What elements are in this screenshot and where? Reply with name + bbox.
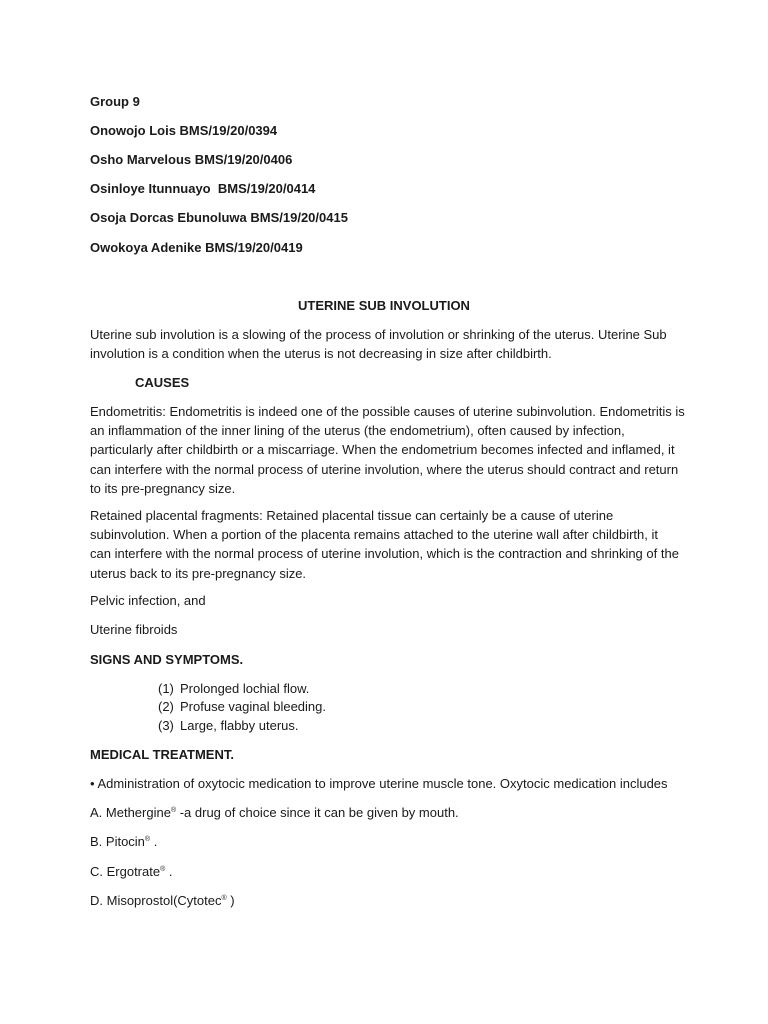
registered-mark: ® <box>221 895 227 902</box>
sign-item <box>158 679 309 698</box>
drug-note: -a drug of choice since it can be given by mouth. <box>176 805 459 820</box>
treatment-bullet: • Administration of oxytocic medication to improve uterine muscle tone. Oxytocic medication includes <box>90 776 668 791</box>
intro-line: Uterine sub involution is a slowing of the process of involution or shrinking of the uterus. Uterine Sub <box>90 327 667 342</box>
sign-text: Prolonged lochial flow. <box>180 681 310 696</box>
drug-name: B. Pitocin <box>90 834 145 849</box>
signs-heading: SIGNS AND SYMPTOMS. <box>90 652 244 667</box>
drug-name: D. Misoprostol(Cytotec <box>90 893 222 908</box>
treatment-item-b <box>90 832 157 851</box>
endometritis-line: an inflammation of the inner lining of the uterus (the endometrium), often caused by infection, <box>90 423 625 439</box>
member-3: Osinloye Itunnuayo BMS/19/20/0414 <box>90 181 316 196</box>
causes-heading: CAUSES <box>135 375 190 390</box>
registered-mark: ® <box>144 836 151 843</box>
endometritis-line: Endometritis: Endometritis is indeed one of the possible causes of uterine subinvolution. Endometritis is <box>90 404 685 419</box>
intro-line: involution is a condition when the uterus is not decreasing in size after childbirth. <box>90 346 552 362</box>
treatment-item-d <box>90 891 235 910</box>
endometritis-line: to its pre-pregnancy size. <box>90 480 236 496</box>
uterine-fibroids-text: Uterine fibroids <box>90 622 178 637</box>
treatment-item-c <box>90 862 173 881</box>
registered-mark: ® <box>160 866 166 873</box>
sign-number: (3) <box>158 718 174 733</box>
drug-name: C. Ergotrate <box>90 864 161 879</box>
registered-mark: ® <box>170 807 177 814</box>
treatment-item-a <box>90 803 459 822</box>
endometritis-line: can interfere with the normal process of uterine involution, where the uterus should contract and return <box>90 461 679 477</box>
retained-line: can interfere with the normal process of uterine involution, which is the contraction and shrinking of the <box>90 546 679 562</box>
document-title: UTERINE SUB INVOLUTION <box>298 298 470 313</box>
member-1: Onowojo Lois BMS/19/20/0394 <box>90 123 278 138</box>
member-4: Osoja Dorcas Ebunoluwa BMS/19/20/0415 <box>90 210 348 225</box>
sign-item <box>158 697 326 716</box>
intro-paragraph <box>90 325 690 363</box>
retained-line: Retained placental fragments: Retained placental tissue can certainly be a cause of uterine <box>90 508 614 523</box>
drug-note: . <box>150 834 158 849</box>
sign-item <box>158 716 299 735</box>
group-label: Group 9 <box>90 94 140 109</box>
member-5: Owokoya Adenike BMS/19/20/0419 <box>90 240 303 255</box>
sign-text: Profuse vaginal bleeding. <box>180 699 326 714</box>
retained-line: uterus back to its pre-pregnancy size. <box>90 565 307 581</box>
drug-name: A. Methergine <box>90 805 171 820</box>
pelvic-infection-text: Pelvic infection, and <box>90 593 206 608</box>
drug-note: ) <box>226 893 235 908</box>
retained-placenta-paragraph <box>90 506 690 583</box>
sign-number: (1) <box>158 681 174 696</box>
sign-number: (2) <box>158 699 174 714</box>
member-2: Osho Marvelous BMS/19/20/0406 <box>90 152 293 167</box>
retained-line: subinvolution. When a portion of the placenta remains attached to the uterine wall after childbirth, it <box>90 527 658 543</box>
treatment-heading: MEDICAL TREATMENT. <box>90 747 234 762</box>
endometritis-line: particularly after childbirth or a miscarriage. When the endometrium becomes infected and inflamed, it <box>90 442 675 458</box>
sign-text: Large, flabby uterus. <box>180 718 299 733</box>
drug-note: . <box>165 864 173 879</box>
endometritis-paragraph <box>90 402 690 498</box>
